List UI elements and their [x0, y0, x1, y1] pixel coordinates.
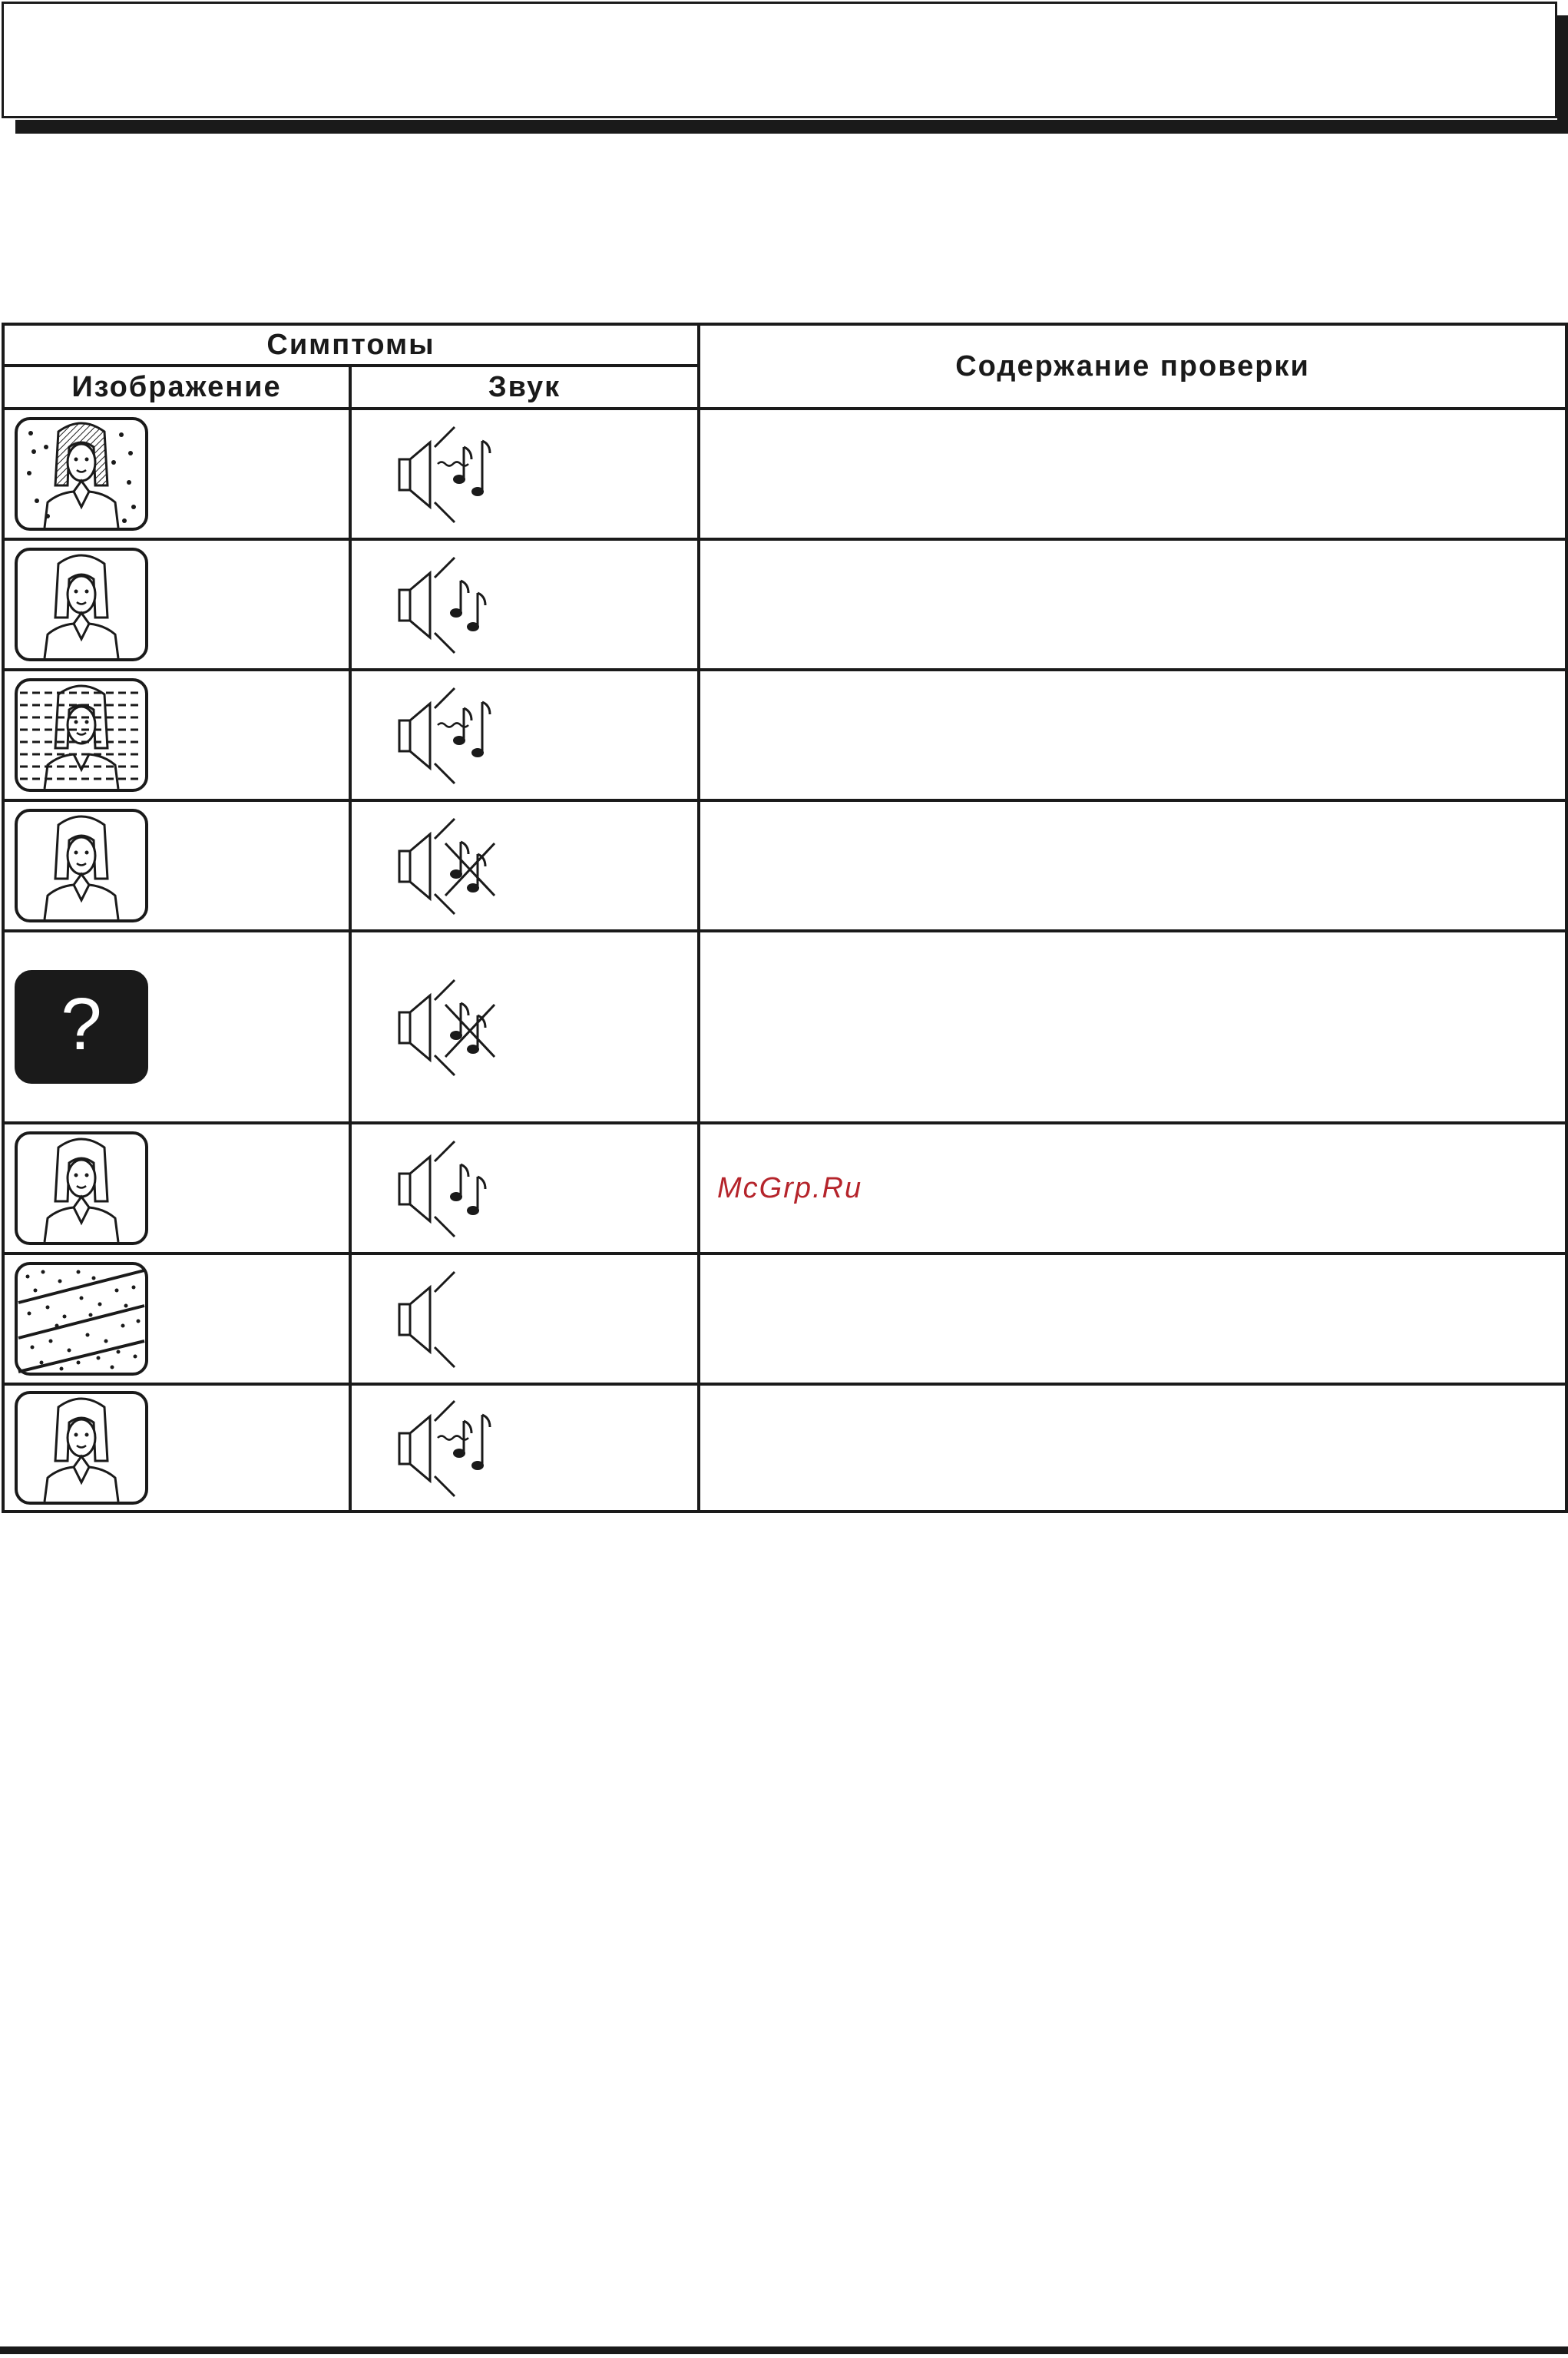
check-content: [699, 670, 1566, 800]
table-row: [3, 539, 1566, 670]
table-row: [3, 1384, 1566, 1512]
clear-picture-icon: [14, 1390, 149, 1505]
sound-header: Звук: [350, 366, 699, 409]
table-row: [3, 1123, 1566, 1254]
snowy-picture-icon: [14, 416, 149, 532]
normal-sound-icon: [395, 1138, 510, 1238]
noise-bands-picture-icon: [14, 1261, 149, 1376]
clear-picture-icon: [14, 547, 149, 662]
noisy-sound-icon: [395, 685, 510, 785]
clear-picture-icon: [14, 1131, 149, 1246]
table-row: [3, 800, 1566, 931]
noisy-sound-icon: [395, 424, 510, 524]
no-picture-icon: [14, 969, 149, 1085]
no-sound-icon: [395, 977, 510, 1077]
watermark-text: McGrp.Ru: [717, 1171, 863, 1204]
normal-sound-icon: [395, 555, 510, 654]
check-content: [699, 1254, 1566, 1384]
table-row: [3, 931, 1566, 1123]
question-mark: ?: [61, 983, 102, 1065]
symptoms-header: Симптомы: [3, 324, 699, 366]
troubleshooting-table: [2, 323, 1568, 1513]
check-content: [699, 800, 1566, 931]
title-box-shadow-bottom: [15, 120, 1560, 134]
clear-picture-icon: [14, 808, 149, 923]
check-content: [699, 409, 1566, 539]
title-box-shadow-right: [1557, 15, 1568, 134]
silent-speaker-icon: [395, 1269, 510, 1369]
check-content: [699, 931, 1566, 1123]
title-box: [2, 2, 1557, 118]
interference-picture-icon: [14, 677, 149, 793]
check-content: [699, 539, 1566, 670]
table-row: [3, 670, 1566, 800]
table-row: [3, 1254, 1566, 1384]
check-content: [699, 1384, 1566, 1512]
no-sound-icon: [395, 816, 510, 916]
picture-header: Изображение: [3, 366, 350, 409]
check-header: Содержание проверки: [699, 324, 1566, 409]
bottom-rule: [0, 2346, 1568, 2354]
table-row: [3, 409, 1566, 539]
noisy-sound-icon: [395, 1398, 510, 1498]
